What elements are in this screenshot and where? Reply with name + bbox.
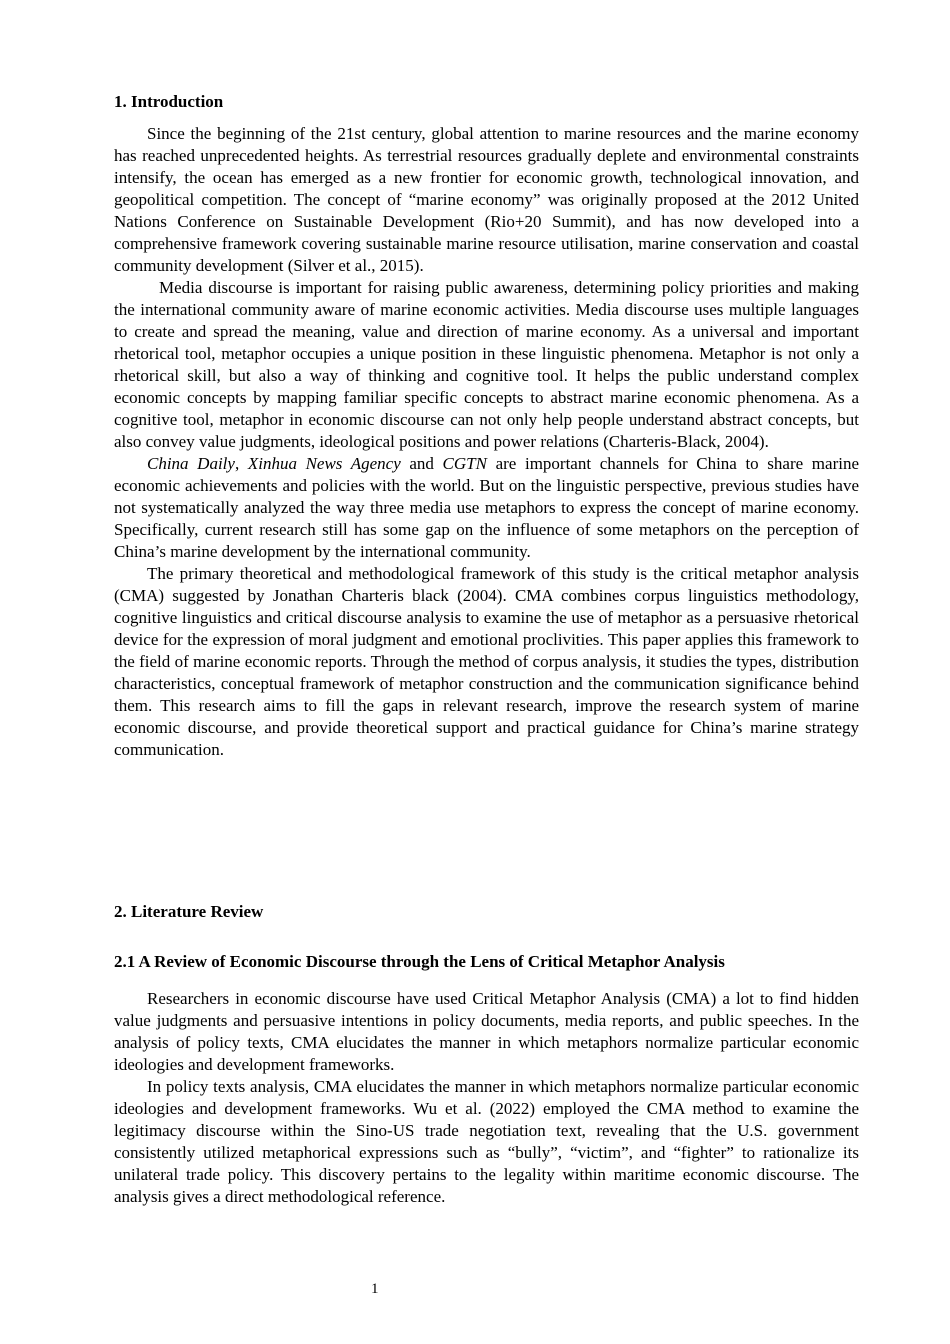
subsection-heading: 2.1 A Review of Economic Discourse through the Lens of Critical Metaphor Analysis [114,952,725,971]
literature-review-body [114,988,859,1208]
media-name-china-daily: China Daily [147,454,235,473]
paragraph: Researchers in economic discourse have used Critical Metaphor Analysis (CMA) a lot to find hidden value judgments and persuasive intentions in policy documents, media reports, and public speeches. In the analysis of policy texts, CMA elucidates the manner in which metaphors normalize particular economic ideologies and development frameworks. [114,989,859,1074]
paragraph: Since the beginning of the 21st century, global attention to marine resources and the marine economy has reached unprecedented heights. As terrestrial resources gradually deplete and environmental constraints intensify, the ocean has emerged as a new frontier for economic growth, technological innovation, and geopolitical competition. The concept of “marine economy” was originally proposed at the 2012 United Nations Conference on Sustainable Development (Rio+20 Summit), and has now developed into a comprehensive framework covering sustainable marine resource utilisation, marine conservation and coastal community development (Silver et al., 2015). [114,124,859,275]
media-name-cgtn: CGTN [442,454,487,473]
page-number: 1 [371,1281,379,1297]
text-fragment: , [234,454,248,473]
text-fragment: are important channels for China to share marine economic achievements and policies with the world. But on the linguistic perspective, previous studies have not systematically analyzed the way three media use metaphors to express the concept of marine economy. Specifically, current research still has some gap on the influence of some metaphors on the perception of China’s marine development by the international community. [114,454,859,561]
introduction-body [114,123,859,761]
paragraph: In policy texts analysis, CMA elucidates the manner in which metaphors normalize particular economic ideologies and development frameworks. Wu et al. (2022) employed the CMA method to examine the legitimacy discourse within the Sino-US trade negotiation text, revealing that the U.S. government consistently utilized metaphorical expressions such as “bully”, “victim”, and “fighter” to rationalize its unilateral trade policy. This discovery pertains to the legality within maritime economic discourse. The analysis gives a direct methodological reference. [114,1077,859,1206]
paragraph: Media discourse is important for raising public awareness, determining policy priorities and making the international community aware of marine economic activities. Media discourse uses multiple languages to create and spread the meaning, value and direction of marine economy. As a universal and important rhetorical tool, metaphor occupies a unique position in these linguistic phenomena. Metaphor is not only a rhetorical skill, but also a way of thinking and cognitive tool. It helps the public understand complex economic concepts by mapping familiar specific concepts to abstract marine economic phenomena. As a cognitive tool, metaphor in economic discourse can not only help people understand abstract concepts, but also convey value judgments, ideological positions and power relations (Charteris-Black, 2004). [114,278,859,451]
section-heading-literature-review: 2. Literature Review [114,902,264,921]
media-name-xinhua: Xinhua News Agency [247,454,401,473]
paragraph: The primary theoretical and methodological framework of this study is the critical metaphor analysis (CMA) suggested by Jonathan Charteris black (2004). CMA combines corpus linguistics methodology, cognitive linguistics and critical discourse analysis to examine the use of metaphor as a persuasive rhetorical device for the expression of moral judgment and emotional proclivities. This paper applies this framework to the field of marine economic reports. Through the method of corpus analysis, it studies the types, distribution characteristics, conceptual framework of metaphor construction and the communication significance behind them. This research aims to fill the gaps in relevant research, improve the research system of marine economic discourse, and provide theoretical support and practical guidance for China’s marine strategy communication. [114,564,859,759]
text-fragment: and [400,454,443,473]
section-heading-introduction: 1. Introduction [114,92,224,111]
paragraph [114,453,859,563]
